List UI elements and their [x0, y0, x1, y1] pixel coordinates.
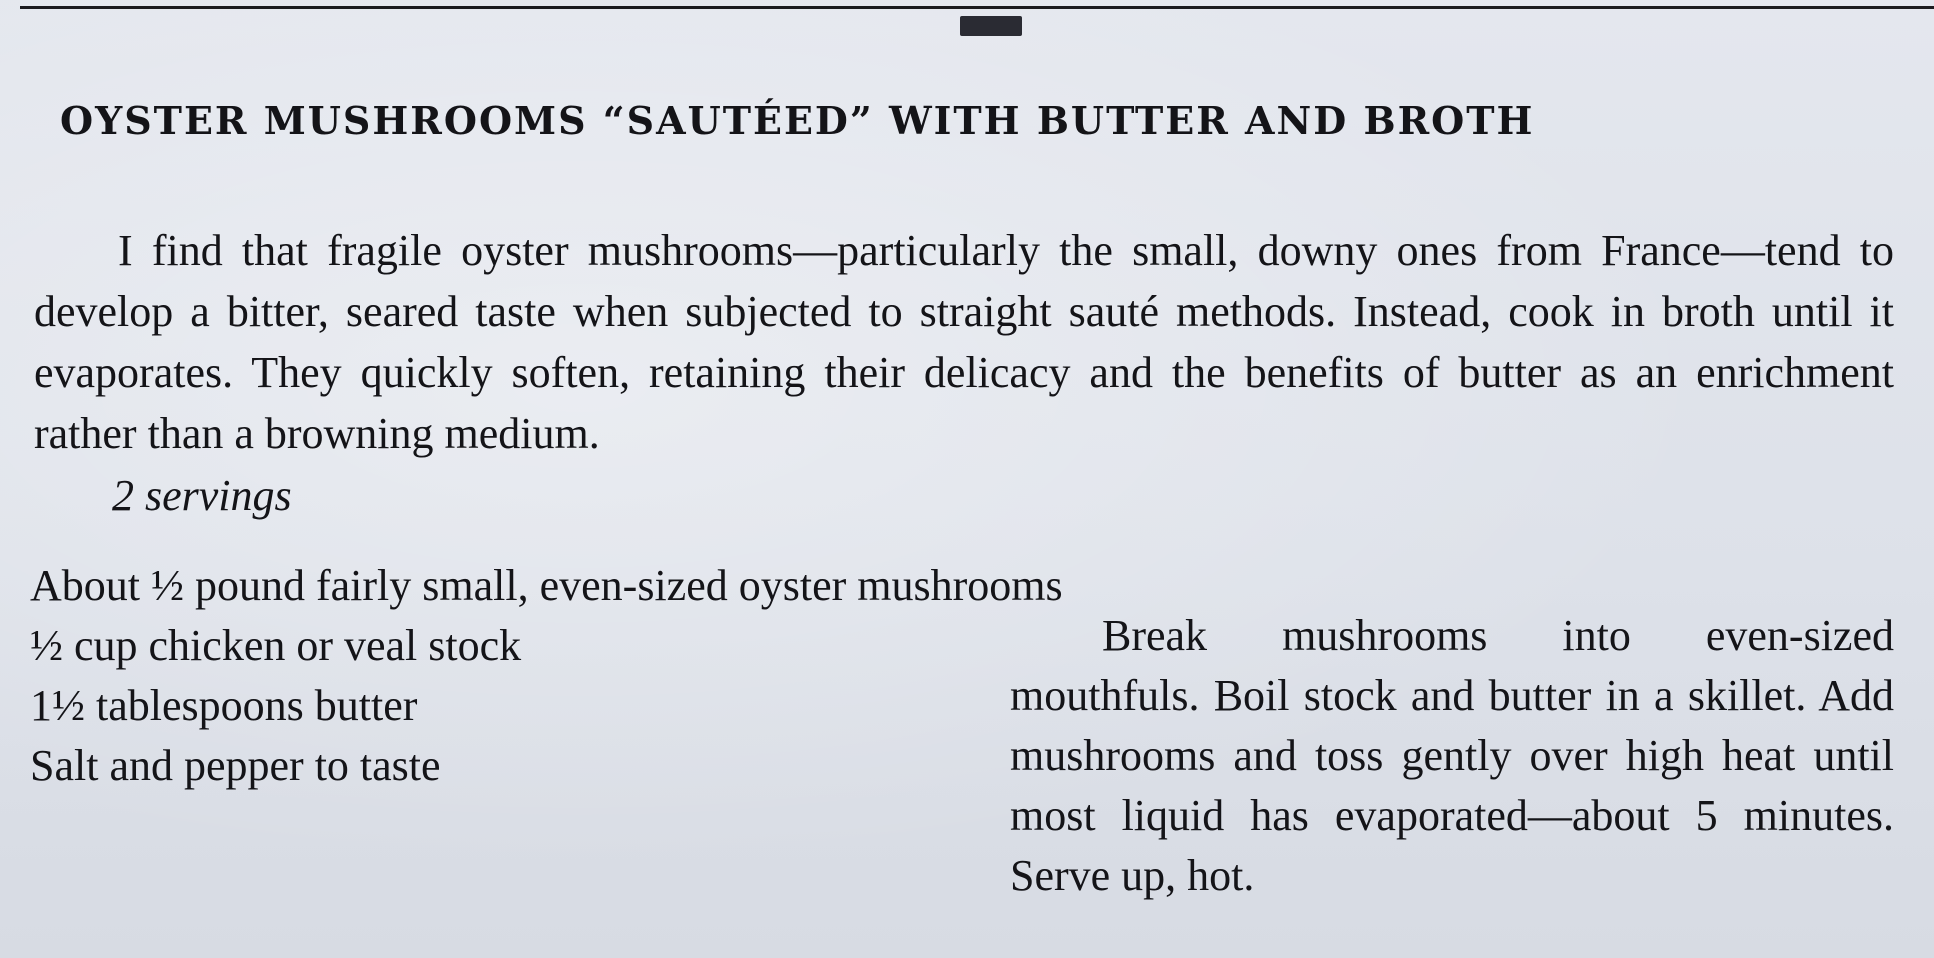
recipe-servings: 2 servings — [112, 471, 292, 520]
page-tab-mark — [960, 16, 1022, 36]
top-rule — [20, 6, 1934, 9]
recipe-title: OYSTER MUSHROOMS “SAUTÉED” WITH BUTTER AND BROTH — [60, 98, 1535, 143]
ingredient-item: ½ cup chicken or veal stock — [30, 621, 522, 670]
recipe-instructions: Break mushrooms into even-sized mouthfuls. Boil stock and butter in a skillet. Add mushrooms and toss gently over high heat until most liquid has evaporated—about 5 minutes. Serve up, hot. — [1010, 611, 1894, 900]
ingredient-item: About ½ pound fairly small, even-sized oyster mushrooms — [30, 561, 1063, 610]
recipe-intro: I find that fragile oyster mushrooms—particularly the small, downy ones from France—tend to develop a bitter, seared taste when subjected to straight sauté methods. Instead, cook in broth until it evaporates. They quickly soften, retaining their delicacy and the benefits of butter as an enrichment rather than a browning medium. — [34, 226, 1894, 458]
ingredient-item: Salt and pepper to taste — [30, 741, 441, 790]
ingredient-list — [30, 556, 1063, 796]
ingredient-item: 1½ tablespoons butter — [30, 681, 418, 730]
